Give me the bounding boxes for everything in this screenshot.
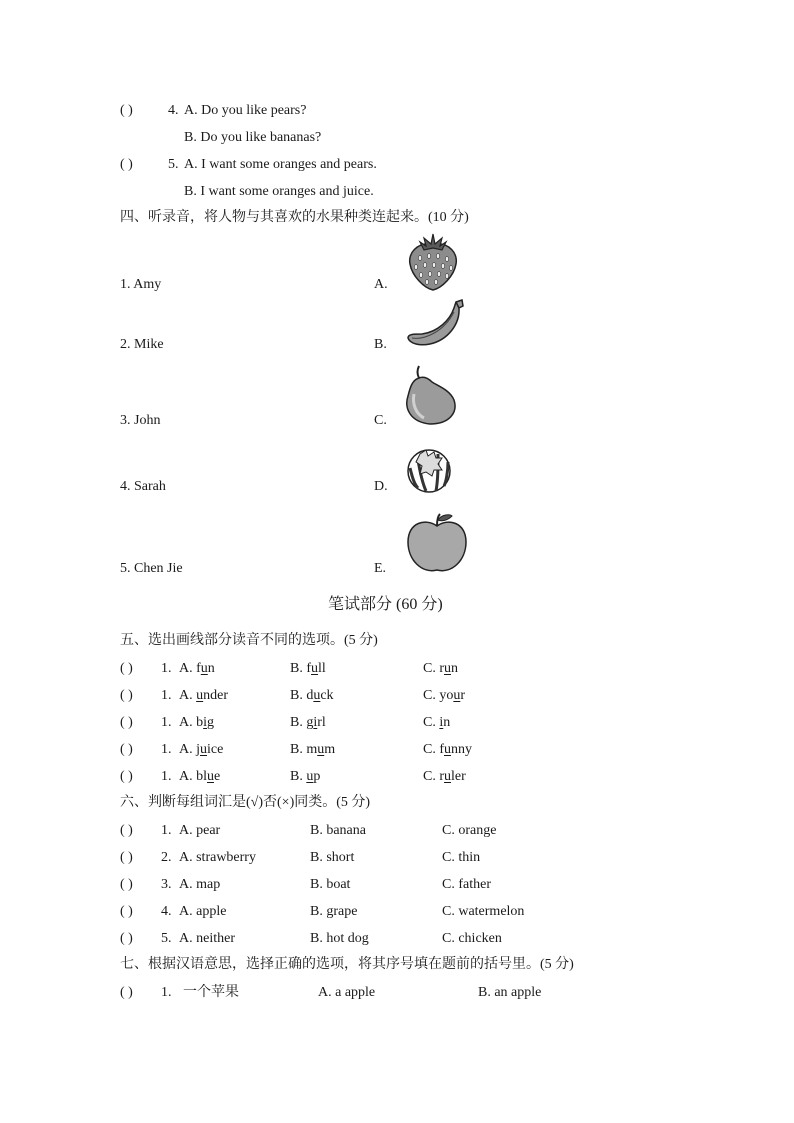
- option-a: A. strawberry: [179, 850, 256, 865]
- option-b: B. up: [290, 769, 321, 784]
- chinese-prompt: 一个苹果: [183, 985, 239, 1000]
- option-a: A. a apple: [318, 985, 376, 1000]
- question-number: 1.: [161, 715, 172, 730]
- strawberry-icon[interactable]: [404, 230, 462, 292]
- q5-number: 5.: [168, 157, 179, 172]
- q4-option-a: A. Do you like pears?: [184, 103, 307, 118]
- question-number: 1.: [161, 769, 172, 784]
- question-number: 1.: [161, 985, 172, 1000]
- q4-number: 4.: [168, 103, 179, 118]
- answer-paren[interactable]: ( ): [120, 769, 133, 784]
- answer-paren[interactable]: ( ): [120, 742, 133, 757]
- option-b: B. short: [310, 850, 355, 865]
- option-b: B. grape: [310, 904, 358, 919]
- option-b: B. mum: [290, 742, 336, 757]
- person-john[interactable]: 3. John: [120, 413, 161, 428]
- option-b: B. an apple: [478, 985, 542, 1000]
- q4-paren[interactable]: ( ): [120, 103, 133, 118]
- option-letter-b: B.: [374, 337, 387, 352]
- option-a: A. blue: [179, 769, 221, 784]
- option-letter-d: D.: [374, 479, 388, 494]
- person-chen-jie[interactable]: 5. Chen Jie: [120, 561, 183, 576]
- option-b: B. duck: [290, 688, 334, 703]
- option-c: C. funny: [423, 742, 472, 757]
- question-number: 2.: [161, 850, 172, 865]
- section6-title: 六、判断每组词汇是(√)否(×)同类。(5 分): [120, 795, 371, 810]
- answer-paren[interactable]: ( ): [120, 850, 133, 865]
- answer-paren[interactable]: ( ): [120, 661, 133, 676]
- option-a: A. fun: [179, 661, 215, 676]
- person-sarah[interactable]: 4. Sarah: [120, 479, 166, 494]
- option-a: A. apple: [179, 904, 227, 919]
- q5-paren[interactable]: ( ): [120, 157, 133, 172]
- option-a: A. under: [179, 688, 229, 703]
- option-b: B. girl: [290, 715, 326, 730]
- q4-option-b: B. Do you like bananas?: [184, 130, 322, 145]
- question-number: 3.: [161, 877, 172, 892]
- banana-icon[interactable]: [404, 296, 466, 350]
- watermelon-icon[interactable]: [404, 444, 454, 494]
- option-b: B. banana: [310, 823, 366, 838]
- question-number: 1.: [161, 742, 172, 757]
- option-letter-c: C.: [374, 413, 387, 428]
- option-c: C. your: [423, 688, 466, 703]
- option-b: B. hot dog: [310, 931, 369, 946]
- option-c: C. watermelon: [442, 904, 525, 919]
- q5-option-b: B. I want some oranges and juice.: [184, 184, 374, 199]
- option-c: C. chicken: [442, 931, 502, 946]
- section4-title: 四、听录音，将人物与其喜欢的水果种类连起来。(10 分): [120, 210, 469, 225]
- option-c: C. father: [442, 877, 491, 892]
- answer-paren[interactable]: ( ): [120, 715, 133, 730]
- option-b: B. boat: [310, 877, 351, 892]
- answer-paren[interactable]: ( ): [120, 904, 133, 919]
- option-a: A. neither: [179, 931, 235, 946]
- answer-paren[interactable]: ( ): [120, 688, 133, 703]
- section5-title: 五、选出画线部分读音不同的选项。(5 分): [120, 633, 378, 648]
- option-a: A. pear: [179, 823, 221, 838]
- answer-paren[interactable]: ( ): [120, 931, 133, 946]
- person-mike[interactable]: 2. Mike: [120, 337, 164, 352]
- question-number: 1.: [161, 661, 172, 676]
- option-c: C. orange: [442, 823, 497, 838]
- question-number: 1.: [161, 823, 172, 838]
- option-letter-a: A.: [374, 277, 388, 292]
- apple-icon[interactable]: [404, 512, 470, 576]
- question-number: 5.: [161, 931, 172, 946]
- written-part-header: 笔试部分 (60 分): [328, 596, 443, 613]
- option-c: C. in: [423, 715, 451, 730]
- answer-paren[interactable]: ( ): [120, 985, 133, 1000]
- answer-paren[interactable]: ( ): [120, 877, 133, 892]
- option-b: B. full: [290, 661, 326, 676]
- person-amy[interactable]: 1. Amy: [120, 277, 162, 292]
- option-c: C. thin: [442, 850, 481, 865]
- option-letter-e: E.: [374, 561, 387, 576]
- q5-option-a: A. I want some oranges and pears.: [184, 157, 377, 172]
- pear-icon[interactable]: [402, 364, 460, 426]
- question-number: 1.: [161, 688, 172, 703]
- question-number: 4.: [161, 904, 172, 919]
- option-a: A. map: [179, 877, 221, 892]
- option-c: C. ruler: [423, 769, 466, 784]
- section7-title: 七、根据汉语意思，选择正确的选项，将其序号填在题前的括号里。(5 分): [120, 957, 574, 972]
- answer-paren[interactable]: ( ): [120, 823, 133, 838]
- option-a: A. juice: [179, 742, 224, 757]
- option-c: C. run: [423, 661, 458, 676]
- option-a: A. big: [179, 715, 215, 730]
